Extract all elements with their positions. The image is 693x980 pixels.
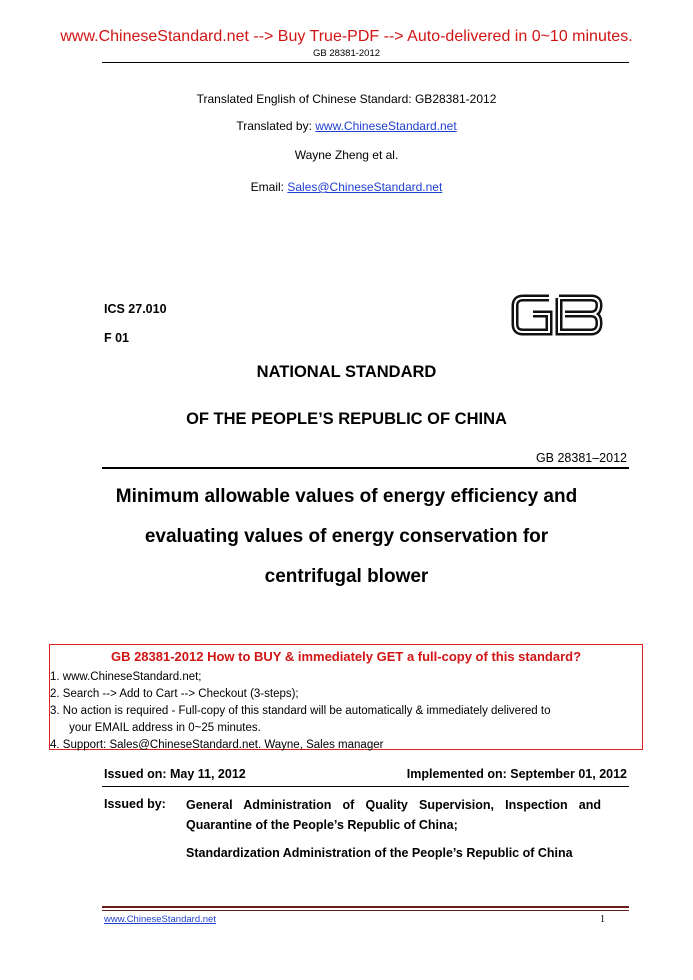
email-label: Email: <box>250 180 288 194</box>
buy-instructions-box <box>49 644 643 750</box>
implemented-date: Implemented on: September 01, 2012 <box>406 767 627 781</box>
buy-steps <box>50 669 550 754</box>
email-link[interactable]: Sales@ChineseStandard.net <box>287 180 443 194</box>
doc-title-line1: Minimum allowable values of energy efficiency and <box>115 486 578 507</box>
footer-rule-thin <box>102 910 629 911</box>
title-divider <box>102 467 629 469</box>
buy-step: 3. No action is required - Full-copy of this standard will be automatically & immediately delivered to <box>50 705 551 717</box>
issuing-org-1: General Administration of Quality Supervision, Inspection and Quarantine of the People’s Republic of China; <box>186 798 601 832</box>
gb-logo <box>509 292 605 338</box>
issuing-org-2: Standardization Administration of the People’s Republic of China <box>186 846 573 860</box>
doc-title-line3: centrifugal blower <box>264 566 429 587</box>
translated-by-label: Translated by: <box>236 119 316 133</box>
standard-number: GB 28381–2012 <box>535 451 627 465</box>
page-number: 1 <box>600 914 605 925</box>
buy-step: 2. Search --> Add to Cart --> Checkout (3-steps); <box>50 688 299 700</box>
prc-heading: OF THE PEOPLE’S REPUBLIC OF CHINA <box>186 410 507 428</box>
buy-step: your EMAIL address in 0~25 minutes. <box>50 722 261 734</box>
translator-site-link[interactable]: www.ChineseStandard.net <box>315 119 457 133</box>
promo-banner[interactable]: www.ChineseStandard.net --> Buy True-PDF --> Auto-delivered in 0~10 minutes. <box>60 28 633 45</box>
translators: Wayne Zheng et al. <box>294 148 399 162</box>
header-doc-code: GB 28381-2012 <box>312 48 381 59</box>
footer-link[interactable]: www.ChineseStandard.net <box>104 914 216 925</box>
ics-code: ICS 27.010 <box>104 302 167 316</box>
doc-title-line2: evaluating values of energy conservation for <box>144 526 549 547</box>
issued-by-label: Issued by: <box>104 797 166 811</box>
footer-rule-thick <box>102 906 629 908</box>
issued-date: Issued on: May 11, 2012 <box>104 767 246 781</box>
buy-heading: GB 28381-2012 How to BUY & immediately GET a full-copy of this standard? <box>110 649 582 664</box>
translation-line: Translated English of Chinese Standard: GB28381-2012 <box>196 92 497 106</box>
buy-step: 1. www.ChineseStandard.net; <box>50 671 202 683</box>
national-standard-heading: NATIONAL STANDARD <box>256 363 437 381</box>
header-divider <box>102 62 629 63</box>
gb-logo-icon <box>509 292 605 338</box>
email-line <box>0 180 693 194</box>
buy-step: 4. Support: Sales@ChineseStandard.net. Wayne, Sales manager <box>50 739 384 751</box>
dates-divider <box>102 786 629 787</box>
classification-code: F 01 <box>104 331 130 345</box>
translated-by <box>0 119 693 133</box>
